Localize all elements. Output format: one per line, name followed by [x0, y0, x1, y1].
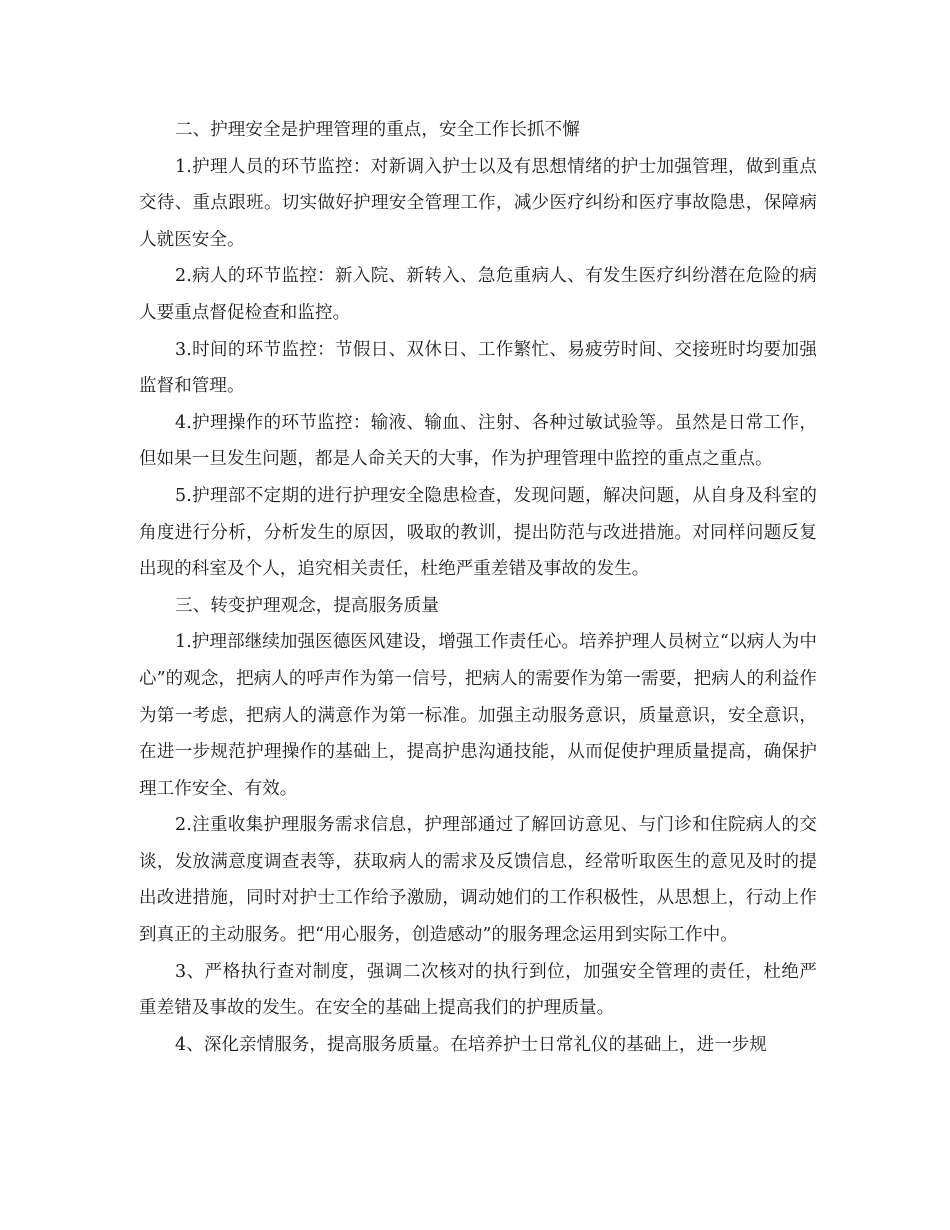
paragraph-2-3: 3.时间的环节监控：节假日、双休日、工作繁忙、易疲劳时间、交接班时均要加强监督和管理。 — [139, 339, 817, 397]
document-body — [139, 112, 817, 1063]
paragraph-2-2: 2.病人的环节监控：新入院、新转入、急危重病人、有发生医疗纠纷潜在危险的病人要重点督促检查和监控。 — [139, 266, 817, 323]
section-heading-3: 三、转变护理观念，提高服务质量 — [175, 595, 439, 616]
paragraph-3-2: 2.注重收集护理服务需求信息，护理部通过了解回访意见、与门诊和住院病人的交谈，发放满意度调查表等，获取病人的需求及反馈信息，经常听取医生的意见及时的提出改进措施，同时对护士工作给予激励，调动她们的工作积极性，从思想上，行动上作到真正的主动服务。把“用心服务，创造感动”的服务理念运用到实际工作中。 — [139, 815, 817, 946]
paragraph-2-1: 1.护理人员的环节监控：对新调入护士以及有思想情绪的护士加强管理，做到重点交待、重点跟班。切实做好护理安全管理工作，减少医疗纠纷和医疗事故隐患，保障病人就医安全。 — [139, 156, 817, 250]
paragraph-2-4: 4.护理操作的环节监控：输液、输血、注射、各种过敏试验等。虽然是日常工作，但如果一旦发生问题，都是人命关天的大事，作为护理管理中监控的重点之重点。 — [139, 412, 817, 470]
paragraph-3-3: 3、严格执行查对制度，强调二次核对的执行到位，加强安全管理的责任，杜绝严重差错及事故的发生。在安全的基础上提高我们的护理质量。 — [139, 961, 817, 1019]
paragraph-3-1: 1.护理部继续加强医德医风建设，增强工作责任心。培养护理人员树立“以病人为中心”的观念，把病人的呼声作为第一信号，把病人的需要作为第一需要，把病人的利益作为第一考虑，把病人的满意作为第一标准。加强主动服务意识，质量意识，安全意识，在进一步规范护理操作的基础上，提高护患沟通技能，从而促使护理质量提高，确保护理工作安全、有效。 — [139, 632, 817, 799]
paragraph-2-5: 5.护理部不定期的进行护理安全隐患检查，发现问题，解决问题，从自身及科室的角度进行分析，分析发生的原因，吸取的教训，提出防范与改进措施。对同样问题反复出现的科室及个人，追究相关责任，杜绝严重差错及事故的发生。 — [139, 485, 817, 580]
paragraph-3-4: 4、深化亲情服务，提高服务质量。在培养护士日常礼仪的基础上，进一步规 — [175, 1034, 768, 1055]
section-heading-2: 二、护理安全是护理管理的重点，安全工作长抓不懈 — [175, 120, 580, 140]
